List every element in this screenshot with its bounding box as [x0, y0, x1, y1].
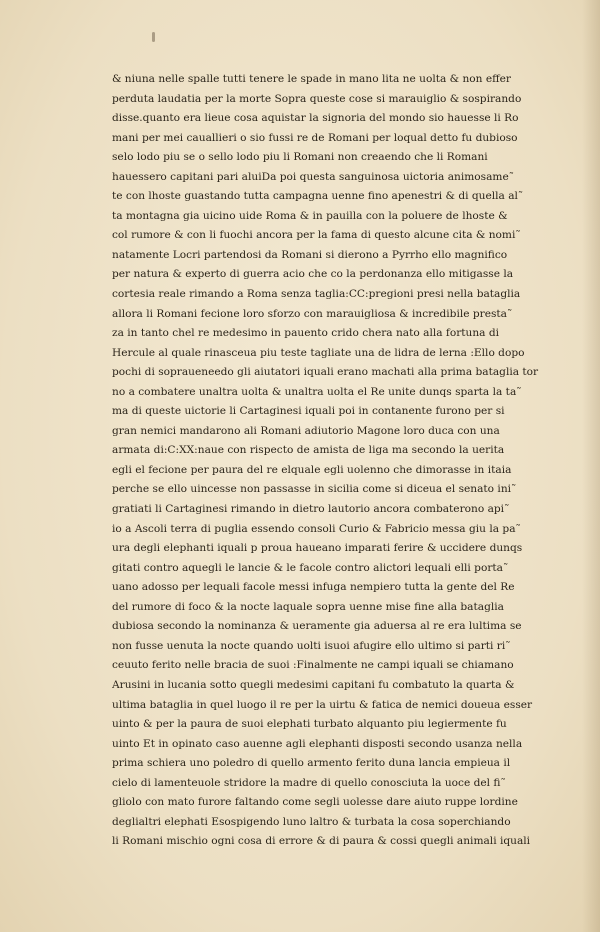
text-line: te con lhoste guastando tutta campagna uenne fino apenestri & di quella al˜ — [112, 190, 524, 203]
text-line: prima schiera uno poledro di quello armento ferito duna lancia empieua il — [112, 757, 511, 770]
document-text-block — [112, 70, 588, 852]
ink-speck — [152, 32, 155, 42]
text-line: no a combatere unaltra uolta & unaltra uolta el Re unite dunqs sparta la ta˜ — [112, 385, 522, 398]
text-line: gitati contro aquegli le lancie & le facole contro alictori lequali elli porta˜ — [112, 561, 509, 574]
text-line: uinto Et in opinato caso auenne agli elephanti disposti secondo usanza nella — [112, 737, 523, 750]
text-line: selo lodo piu se o sello lodo piu li Romani non creaendo che li Romani — [112, 151, 488, 164]
text-line: li Romani mischio ogni cosa di errore & di paura & cossi quegli animali iquali — [112, 835, 531, 848]
text-line: ceuuto ferito nelle bracia de suoi :Finalmente ne campi iquali se chiamano — [112, 659, 514, 672]
text-line: col rumore & con li fuochi ancora per la fama di questo alcune cita & nomi˜ — [112, 229, 521, 242]
text-line: Hercule al quale rinasceua piu teste tagliate una de lidra de lerna :Ello dopo — [112, 346, 525, 359]
text-line: allora li Romani fecione loro sforzo con marauigliosa & incredibile presta˜ — [112, 307, 513, 320]
text-line: gratiati li Cartaginesi rimando in dietro lautorio ancora combaterono api˜ — [112, 503, 510, 516]
text-line: pochi di sopraueneedo gli aiutatori iquali erano machati alla prima bataglia tor — [112, 366, 539, 379]
text-line: & niuna nelle spalle tutti tenere le spade in mano lita ne uolta & non effer — [112, 73, 511, 85]
text-line: disse.quanto era lieue cosa aquistar la signoria del mondo sio hauesse li Ro — [112, 112, 519, 125]
text-line: za in tanto chel re medesimo in pauento crido chera nato alla fortuna di — [112, 327, 500, 340]
text-line: cielo di lamenteuole stridore la madre di quello conosciuta la uoce del fi˜ — [112, 776, 506, 789]
text-line: non fusse uenuta la nocte quando uolti isuoi afugire ello ultimo si parti ri˜ — [112, 639, 511, 652]
text-line: dubiosa secondo la nominanza & ueramente gia aduersa al re era lultima se — [112, 620, 522, 633]
text-line: Arusini in lucania sotto quegli medesimi capitani fu combatuto la quarta & — [112, 678, 515, 691]
text-line: hauessero capitani pari aluiDa poi questa sanguinosa uictoria animosame˜ — [112, 170, 515, 183]
text-line: ta montagna gia uicino uide Roma & in pauilla con la poluere de lhoste & — [112, 209, 508, 222]
text-line: gliolo con mato furore faltando come segli uolesse dare aiuto ruppe lordine — [112, 796, 518, 809]
text-line: per natura & experto di guerra acio che co la perdonanza ello mitigasse la — [112, 268, 514, 281]
text-line: uano adosso per lequali facole messi infuga nempiero tutta la gente del Re — [112, 581, 515, 594]
text-line: deglialtri elephati Esospigendo luno laltro & turbata la cosa soperchiando — [112, 815, 511, 828]
text-line: ultima bataglia in quel luogo il re per la uirtu & fatica de nemici doueua esser — [112, 698, 533, 711]
text-line: perche se ello uincesse non passasse in sicilia come si diceua el senato ini˜ — [112, 483, 517, 496]
text-line: ura degli elephanti iquali p proua haueano imparati ferire & uccidere dunqs — [112, 542, 523, 555]
text-line: del rumore di foco & la nocte laquale sopra uenne mise fine alla bataglia — [112, 600, 504, 613]
text-line: egli el fecione per paura del re elquale egli uolenno che dimorasse in itaia — [112, 463, 512, 476]
text-line: perduta laudatia per la morte Sopra queste cose si marauiglio & sospirando — [112, 92, 522, 105]
text-line: uinto & per la paura de suoi elephati turbato alquanto piu legiermente fu — [112, 718, 507, 731]
text-line: cortesia reale rimando a Roma senza taglia:CC:pregioni presi nella bataglia — [112, 288, 521, 301]
text-line: mani per mei cauallieri o sio fussi re de Romani per loqual detto fu dubioso — [112, 131, 518, 144]
text-line: natamente Locri partendosi da Romani si dierono a Pyrrho ello magnifico — [112, 248, 508, 261]
text-line: io a Ascoli terra di puglia essendo consoli Curio & Fabricio messa giu la pa˜ — [112, 522, 521, 535]
text-line: ma di queste uictorie li Cartaginesi iquali poi in contanente furono per si — [112, 405, 505, 418]
text-line: armata di:C:XX:naue con rispecto de amista de liga ma secondo la uerita — [112, 444, 505, 457]
text-line: gran nemici mandarono ali Romani adiutorio Magone loro duca con una — [112, 424, 500, 437]
